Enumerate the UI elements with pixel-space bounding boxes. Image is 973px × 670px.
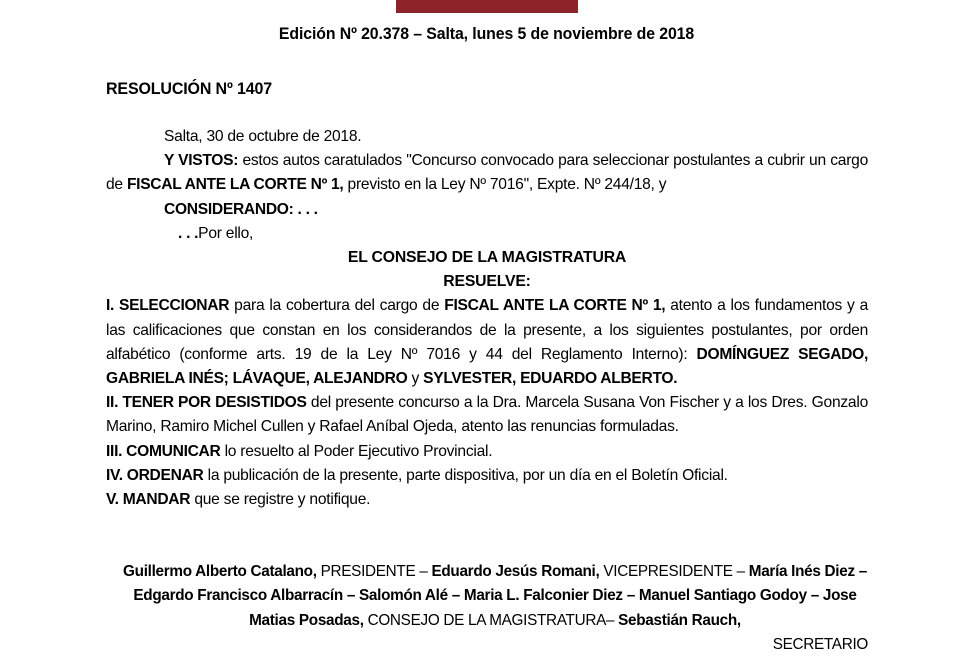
edition-header: Edición Nº 20.378 – Salta, lunes 5 de noviembre de 2018 <box>278 25 695 43</box>
article-2 <box>106 391 868 439</box>
article-3-text: lo resuelto al Poder Ejecutivo Provincial. <box>220 442 493 460</box>
article-1-text-3: y <box>407 370 424 388</box>
article-3 <box>106 440 868 464</box>
signatory-name-vicepresident: Eduardo Jesús Romani, <box>431 563 600 580</box>
vistos-text-1: estos autos caratulados "Concurso convocado para seleccionar postulantes a cubrir un cargo de <box>106 152 868 194</box>
footer-cutoff-sliver <box>0 662 973 670</box>
article-3-label: III. COMUNICAR <box>106 442 221 460</box>
por-ello-text: Por ello, <box>198 224 254 242</box>
article-2-label: II. TENER POR DESISTIDOS <box>106 394 307 412</box>
resuelve-line: RESUELVE: <box>443 273 531 291</box>
vistos-paragraph <box>106 149 868 197</box>
por-ello-dots: . . . <box>178 224 199 242</box>
article-1-selected-names-2: SYLVESTER, EDUARDO ALBERTO. <box>423 370 678 388</box>
signatory-role-secretary: SECRETARIO <box>772 636 868 654</box>
vistos-text-2: previsto en la Ley Nº 7016", Expte. Nº 244/18, y <box>343 176 667 194</box>
organ-name-line: EL CONSEJO DE LA MAGISTRATURA <box>347 249 627 267</box>
page-title: RESOLUCIÓN Nº 1407 <box>106 80 272 98</box>
signatory-name-secretary: Sebastián Rauch, <box>618 611 741 629</box>
place-date-paragraph <box>106 125 868 149</box>
article-1-position-bold: FISCAL ANTE LA CORTE Nº 1, <box>444 297 666 315</box>
article-5-label: V. MANDAR <box>106 491 191 509</box>
resuelve-heading-block <box>106 246 868 294</box>
place-date-text: Salta, 30 de octubre de 2018. <box>164 128 362 145</box>
masthead-accent-rule <box>396 0 578 13</box>
signatory-name-president: Guillermo Alberto Catalano, <box>123 563 317 580</box>
vistos-position-bold: FISCAL ANTE LA CORTE Nº 1, <box>126 176 344 194</box>
article-5-text: que se registre y notifique. <box>190 491 371 509</box>
signatory-role-council: CONSEJO DE LA MAGISTRATURA– <box>363 611 619 629</box>
vistos-label: Y VISTOS: <box>164 152 239 170</box>
article-1-text-1: para la cobertura del cargo de <box>229 297 445 315</box>
article-5 <box>106 488 868 512</box>
article-4-label: IV. ORDENAR <box>106 466 204 484</box>
article-1-text-2: atento a los fundamentos y a las calificaciones que constan en los considerandos de la presente, a los siguientes postulantes, por orden alfabético (conforme arts. 19 de la Ley Nº 7016 y 44 del Reglamento Interno): <box>106 297 868 363</box>
considerando-paragraph <box>106 198 868 222</box>
article-4 <box>106 464 868 488</box>
article-1 <box>106 294 868 391</box>
signatory-role-president: PRESIDENTE – <box>316 563 432 580</box>
considerando-label: CONSIDERANDO: . . . <box>164 200 318 218</box>
signatory-names-council: María Inés Diez – Edgardo Francisco Albarracín – Salomón Alé – Maria L. Falconier Diez – Manuel Santiago Godoy – Jose Matias Posadas, <box>133 563 867 629</box>
article-1-label: I. SELECCIONAR <box>106 297 230 315</box>
signature-block <box>122 560 868 658</box>
document-content <box>106 80 868 512</box>
signatory-role-vicepresident: VICEPRESIDENTE – <box>599 563 749 580</box>
article-2-text: del presente concurso a la Dra. Marcela Susana Von Fischer y a los Dres. Gonzalo Marino, Ramiro Michel Cullen y Rafael Aníbal Ojeda, atento las renuncias formuladas. <box>106 394 868 436</box>
article-1-selected-names: DOMÍNGUEZ SEGADO, GABRIELA INÉS; LÁVAQUE, ALEJANDRO <box>106 345 868 388</box>
por-ello-paragraph <box>106 222 868 246</box>
article-4-text: la publicación de la presente, parte dispositiva, por un día en el Boletín Oficial. <box>203 466 728 484</box>
